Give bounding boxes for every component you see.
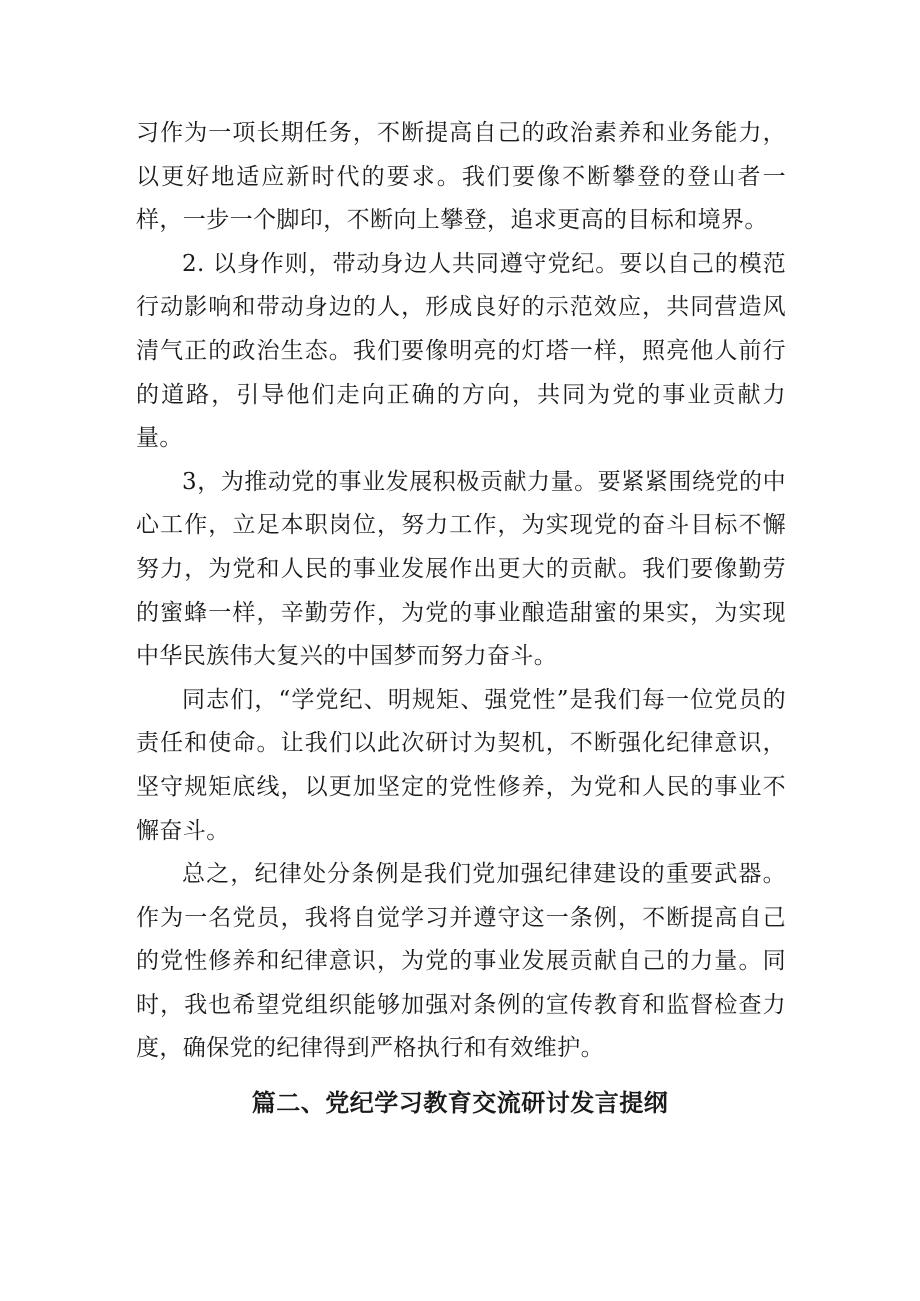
document-body <box>136 112 786 1071</box>
paragraph-point-2: 2. 以身作则，带动身边人共同遵守党纪。要以自己的模范行动影响和带动身边的人，形成良好的示范效应，共同营造风清气正的政治生态。我们要像明亮的灯塔一样，照亮他人前行的道路，引导他们走向正确的方向，共同为党的事业贡献力量。 <box>136 250 786 452</box>
section-heading: 篇二、党纪学习教育交流研讨发言提纲 <box>251 1089 669 1117</box>
paragraph-continuation: 习作为一项长期任务，不断提高自己的政治素养和业务能力，以更好地适应新时代的要求。我们要像不断攀登的登山者一样，一步一个脚印，不断向上攀登，追求更高的目标和境界。 <box>136 120 786 234</box>
paragraph-point-3: 3，为推动党的事业发展积极贡献力量。要紧紧围绕党的中心工作，立足本职岗位，努力工作，为实现党的奋斗目标不懈努力，为党和人民的事业发展作出更大的贡献。我们要像勤劳的蜜蜂一样，辛勤劳作，为党的事业酿造甜蜜的果实，为实现中华民族伟大复兴的中国梦而努力奋斗。 <box>136 468 786 670</box>
paragraph-conclusion: 总之，纪律处分条例是我们党加强纪律建设的重要武器。作为一名党员，我将自觉学习并遵守这一条例，不断提高自己的党性修养和纪律意识，为党的事业发展贡献自己的力量。同时，我也希望党组织能够加强对条例的宣传教育和监督检查力度，确保党的纪律得到严格执行和有效维护。 <box>136 861 786 1062</box>
paragraph-comrades: 同志们，“学党纪、明规矩、强党性”是我们每一位党员的责任和使命。让我们以此次研讨为契机，不断强化纪律意识，坚守规矩底线，以更加坚定的党性修养，为党和人民的事业不懈奋斗。 <box>136 686 786 844</box>
